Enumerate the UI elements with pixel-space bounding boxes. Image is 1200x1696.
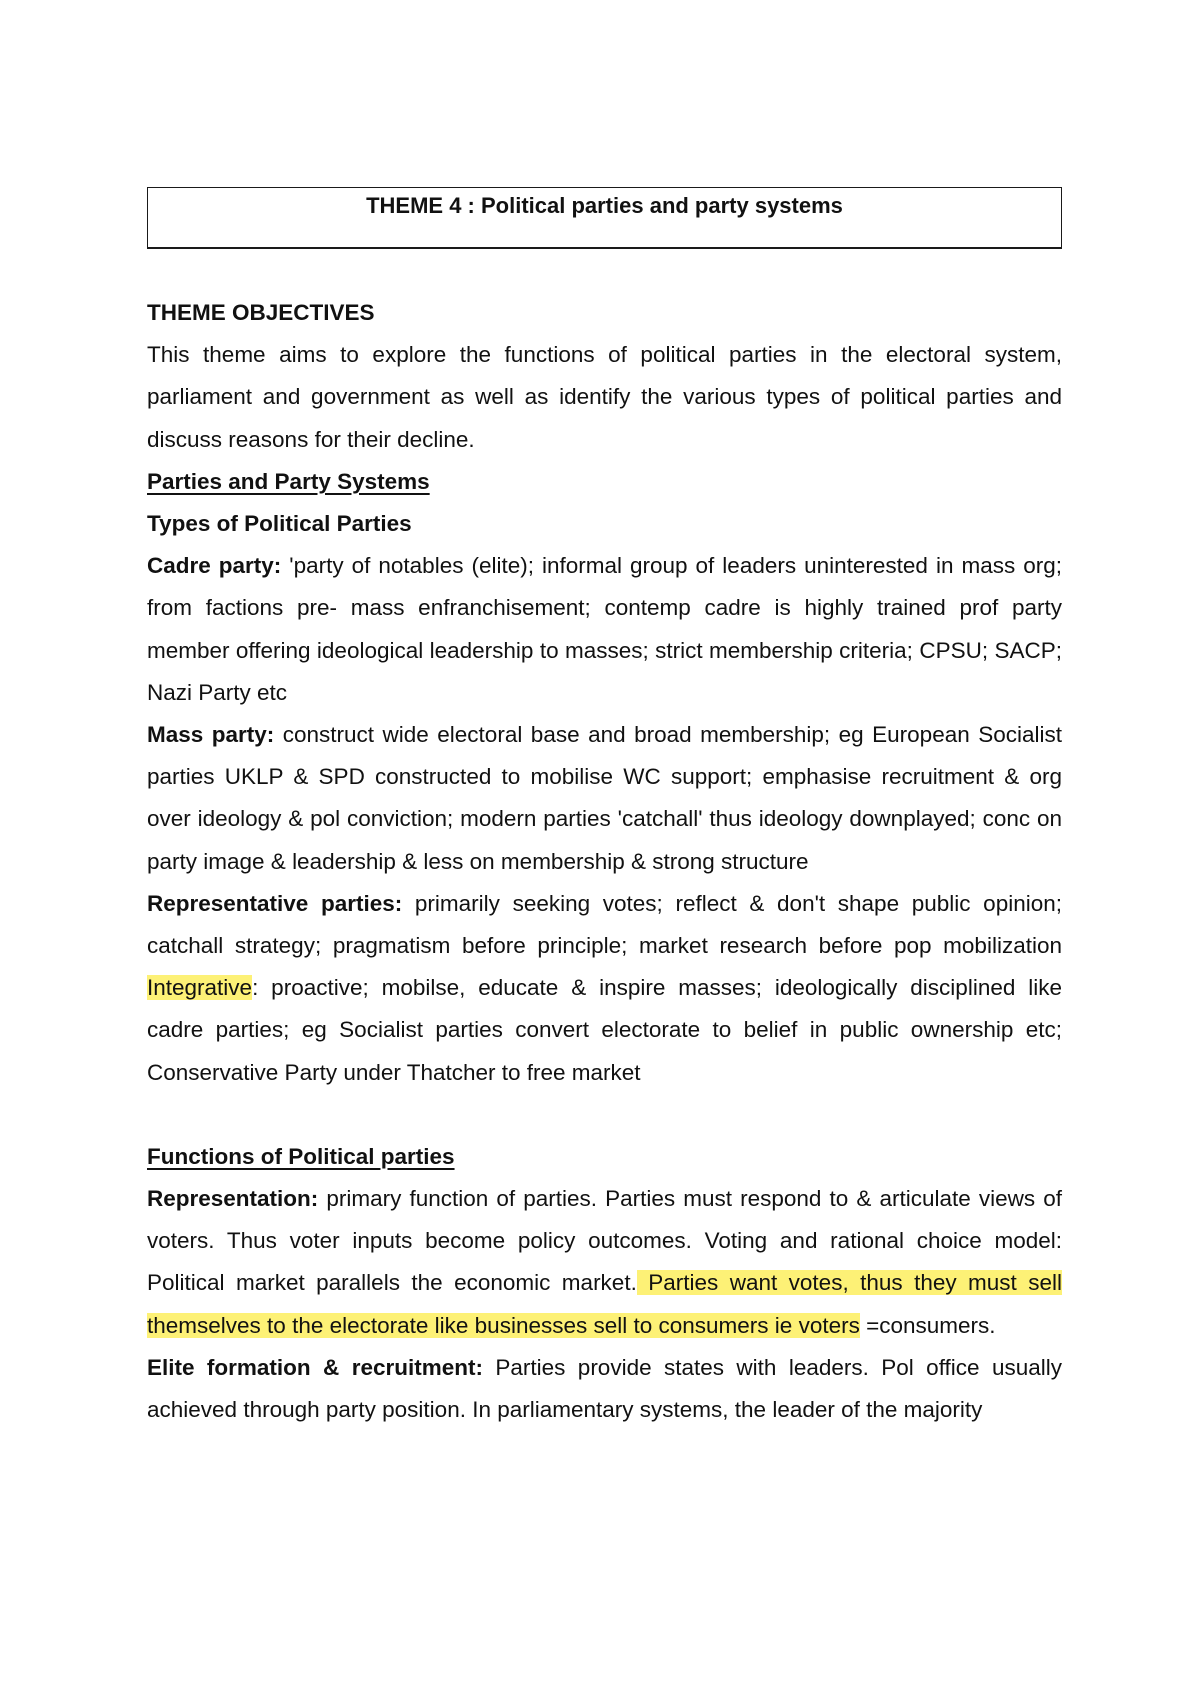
objectives-paragraph: This theme aims to explore the functions of political parties in the electoral system, parliament and government as well as identify the various types of political parties and discuss reasons for their decline. xyxy=(147,342,1062,452)
mass-party-label: Mass party: xyxy=(147,722,275,748)
section-heading-parties: Parties and Party Systems xyxy=(147,468,430,494)
section-heading-functions: Functions of Political parties xyxy=(147,1143,455,1169)
representation-text: primary function of parties. Parties must respond to & articulate views of voters. Thus voter inputs become policy outcomes. Voting and rational choice model: Political market parallels the economic market. xyxy=(147,1186,1062,1296)
elite-formation-label: Elite formation & recruitment: xyxy=(147,1354,483,1380)
cadre-party-label: Cadre party: xyxy=(147,553,282,579)
representative-parties-paragraph xyxy=(147,883,1062,1094)
document-body xyxy=(147,292,1062,1431)
document-page xyxy=(147,187,1062,1431)
theme-title-box xyxy=(147,187,1062,249)
paragraph-gap xyxy=(147,1094,1062,1136)
mass-party-text: construct wide electoral base and broad membership; eg European Socialist parties UKLP & SPD constructed to mobilise WC support; emphasise recruitment & org over ideology & pol conviction; modern parties 'catchall' thus ideology downplayed; conc on party image & leadership & less on membership & strong structure xyxy=(147,722,1062,874)
votes-highlight: Parties want votes, thus they must sell themselves to the electorate like businesses sell to consumers ie voters xyxy=(147,1270,1062,1338)
cadre-party-text: 'party of notables (elite); informal group of leaders uninterested in mass org; from factions pre- mass enfranchisement; contemp cadre is highly trained prof party member offering ideological leadership to masses; strict membership criteria; CPSU; SACP; Nazi Party etc xyxy=(147,553,1062,705)
representation-paragraph xyxy=(147,1178,1062,1347)
representative-parties-label: Representative parties: xyxy=(147,890,403,916)
elite-formation-text: Parties provide states with leaders. Pol office usually achieved through party position. In parliamentary systems, the leader of the majority xyxy=(147,1354,1062,1423)
integrative-highlight: Integrative xyxy=(147,975,253,1001)
integrative-text: : proactive; mobilse, educate & inspire masses; ideologically disciplined like cadre parties; eg Socialist parties convert electorate to belief in public ownership etc; Conservative Party under Thatcher to free market xyxy=(147,975,1062,1085)
elite-formation-paragraph xyxy=(147,1347,1062,1431)
representation-label: Representation: xyxy=(147,1186,319,1212)
cadre-party-paragraph xyxy=(147,545,1062,714)
objectives-heading: THEME OBJECTIVES xyxy=(147,300,375,325)
representative-parties-text: primarily seeking votes; reflect & don't shape public opinion; catchall strategy; pragmatism before principle; market research before pop mobilization xyxy=(147,890,1062,959)
subheading-types: Types of Political Parties xyxy=(147,511,412,537)
mass-party-paragraph xyxy=(147,714,1062,883)
representation-text-after: =consumers. xyxy=(859,1312,996,1338)
theme-title: THEME 4 : Political parties and party systems xyxy=(366,193,843,218)
